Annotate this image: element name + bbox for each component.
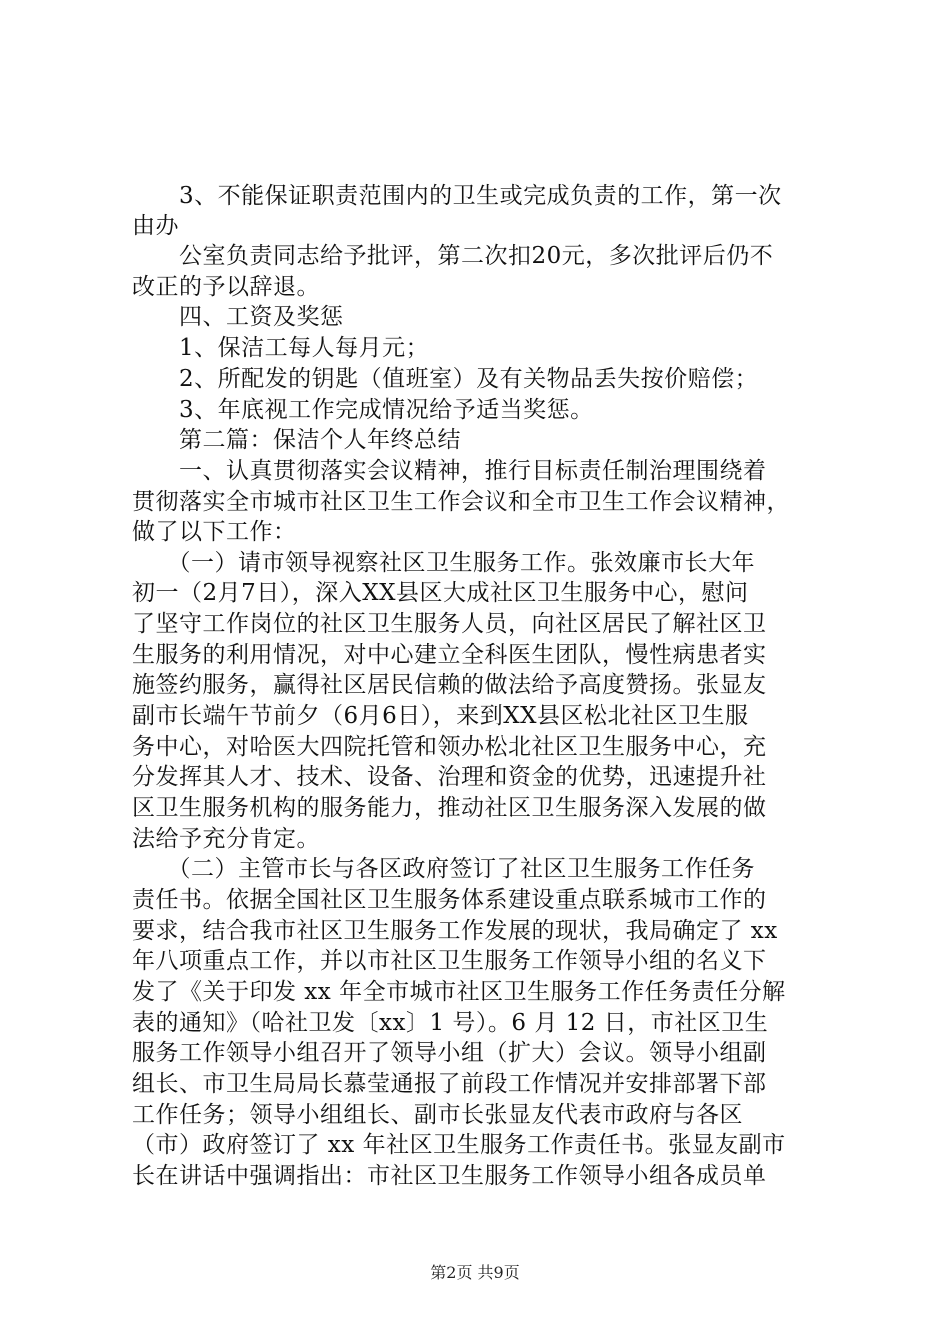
text-line: 3、年底视工作完成情况给予适当奖惩。: [132, 397, 594, 423]
text-line: 一、认真贯彻落实会议精神，推行目标责任制治理围绕着: [132, 458, 767, 484]
text-line: 表的通知》（哈社卫发〔xx〕1 号）。6 月 12 日，市社区卫生: [132, 1010, 769, 1036]
text-line: 1、保洁工每人每月元；: [132, 335, 430, 361]
text-line: 生服务的利用情况，对中心建立全科医生团队，慢性病患者实: [132, 642, 767, 668]
text-line: 服务工作领导小组召开了领导小组（扩大）会议。领导小组副: [132, 1040, 767, 1066]
text-line: 公室负责同志给予批评，第二次扣20元，多次批评后仍不: [132, 243, 774, 269]
text-line: 施签约服务，赢得社区居民信赖的做法给予高度赞扬。张显友: [132, 672, 767, 698]
text-line: （一）请市领导视察社区卫生服务工作。张效廉市长大年: [132, 550, 755, 576]
text-line: （二）主管市长与各区政府签订了社区卫生服务工作任务: [132, 856, 755, 882]
text-line: 2、所配发的钥匙（值班室）及有关物品丢失按价赔偿；: [132, 366, 759, 392]
text-line: 由办: [132, 213, 179, 239]
text-line: 组长、市卫生局局长慕莹通报了前段工作情况并安排部署下部: [132, 1071, 767, 1097]
section-heading: 第二篇：保洁个人年终总结: [132, 427, 461, 453]
text-line: 工作任务；领导小组组长、副市长张显友代表市政府与各区: [132, 1102, 743, 1128]
text-line: 要求，结合我市社区卫生服务工作发展的现状，我局确定了 xx: [132, 918, 778, 944]
text-line: 务中心，对哈医大四院托管和领办松北社区卫生服务中心，充: [132, 734, 767, 760]
text-line: 分发挥其人才、技术、设备、治理和资金的优势，迅速提升社: [132, 764, 767, 790]
text-line: 做了以下工作：: [132, 519, 297, 545]
text-line: 了坚守工作岗位的社区卫生服务人员，向社区居民了解社区卫: [132, 611, 767, 637]
page-footer: 第2页 共9页: [430, 1263, 520, 1282]
text-line: 区卫生服务机构的服务能力，推动社区卫生服务深入发展的做: [132, 795, 767, 821]
text-line: 长在讲话中强调指出：市社区卫生服务工作领导小组各成员单: [132, 1163, 767, 1189]
text-line: 法给予充分肯定。: [132, 826, 320, 852]
text-line: 改正的予以辞退。: [132, 274, 320, 300]
text-line: 贯彻落实全市城市社区卫生工作会议和全市卫生工作会议精神，: [132, 489, 790, 515]
text-line: 责任书。依据全国社区卫生服务体系建设重点联系城市工作的: [132, 887, 767, 913]
text-line: 3、不能保证职责范围内的卫生或完成负责的工作，第一次: [132, 183, 782, 209]
section-heading: 四、工资及奖惩: [132, 304, 344, 330]
text-line: 发了《关于印发 xx 年全市城市社区卫生服务工作任务责任分解: [132, 979, 786, 1005]
text-line: 副市长端午节前夕（6月6日），来到XX县区松北社区卫生服: [132, 703, 749, 729]
text-line: 初一（2月7日），深入XX县区大成社区卫生服务中心，慰问: [132, 580, 749, 606]
text-line: （市）政府签订了 xx 年社区卫生服务工作责任书。张显友副市: [132, 1132, 786, 1158]
text-line: 年八项重点工作，并以市社区卫生服务工作领导小组的名义下: [132, 948, 767, 974]
